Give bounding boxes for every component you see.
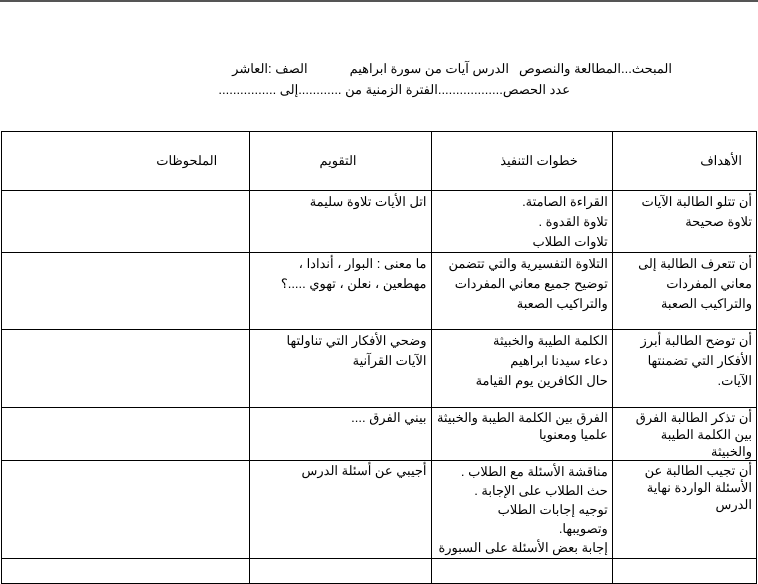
- evaluation-cell: ما معنى : البوار ، أندادا ، مهطعين ، نعلن ، تهوي .....؟: [250, 253, 431, 330]
- table-row: [2, 330, 757, 408]
- goal-cell: أن تذكر الطالبة الفرق بين الكلمة الطيبة والخبيثة: [612, 408, 756, 461]
- evaluation-cell: اتل الأيات تلاوة سليمة: [250, 191, 431, 253]
- notes-cell: [2, 330, 250, 408]
- steps-cell: [431, 559, 612, 584]
- notes-cell: [2, 191, 250, 253]
- header-line-1: [232, 61, 672, 77]
- evaluation-cell: وضحي الأفكار التي تناولتها الآيات القرآنية: [250, 330, 431, 408]
- goal-cell: أن تتلو الطالبة الآيات تلاوة صحيحة: [612, 191, 756, 253]
- goal-cell: أن توضح الطالبة أبرز الأفكار التي تضمنتها الآيات.: [612, 330, 756, 408]
- evaluation-cell: [250, 559, 431, 584]
- grade-label: الصف :العاشر: [232, 61, 308, 76]
- goal-cell: [612, 559, 756, 584]
- evaluation-cell: بيني الفرق ....: [250, 408, 431, 461]
- table-row: [2, 559, 757, 584]
- steps-cell: القراءة الصامتة. تلاوة القدوة . تلاوات الطلاب: [431, 191, 612, 253]
- timeframe-label: الفترة الزمنية من ............إلى ................: [218, 82, 438, 97]
- notes-cell: [2, 408, 250, 461]
- notes-cell: [2, 461, 250, 559]
- header-steps: خطوات التنفيذ: [431, 132, 612, 191]
- goal-cell: أن تجيب الطالبة عن الأسئلة الواردة نهاية الدرس: [612, 461, 756, 559]
- steps-cell: الكلمة الطيبة والخبيثة دعاء سيدنا ابراهيم حال الكافرين يوم القيامة: [431, 330, 612, 408]
- table-row: [2, 461, 757, 559]
- table-row: [2, 408, 757, 461]
- periods-label: عدد الحصص..................: [437, 82, 570, 97]
- steps-cell: مناقشة الأسئلة مع الطلاب . حث الطلاب على الإجابة . توجيه إجابات الطلاب وتصويبها. إجابة بعض الأسئلة على السبورة: [431, 461, 612, 559]
- header-notes: الملحوظات: [2, 132, 250, 191]
- header-line-2: [218, 82, 570, 98]
- notes-cell: [2, 253, 250, 330]
- lesson-plan-table: [1, 131, 757, 584]
- subject-label: المبحث...المطالعة والنصوص: [518, 61, 672, 76]
- lesson-label: الدرس آيات من سورة ابراهيم: [349, 61, 509, 76]
- steps-cell: الفرق بين الكلمة الطيبة والخبيثة علميا ومعنويا: [431, 408, 612, 461]
- steps-cell: التلاوة التفسيرية والتي تتضمن توضيح جميع معاني المفردات والتراكيب الصعبة: [431, 253, 612, 330]
- header-goals: الأهداف: [612, 132, 756, 191]
- table-row: [2, 253, 757, 330]
- header-evaluation: التقويم: [250, 132, 431, 191]
- table-header-row: [2, 132, 757, 191]
- evaluation-cell: أجيبي عن أسئلة الدرس: [250, 461, 431, 559]
- top-rule: [0, 0, 758, 2]
- notes-cell: [2, 559, 250, 584]
- goal-cell: أن تتعرف الطالبة إلى معاني المفردات والتراكيب الصعبة: [612, 253, 756, 330]
- table-row: [2, 191, 757, 253]
